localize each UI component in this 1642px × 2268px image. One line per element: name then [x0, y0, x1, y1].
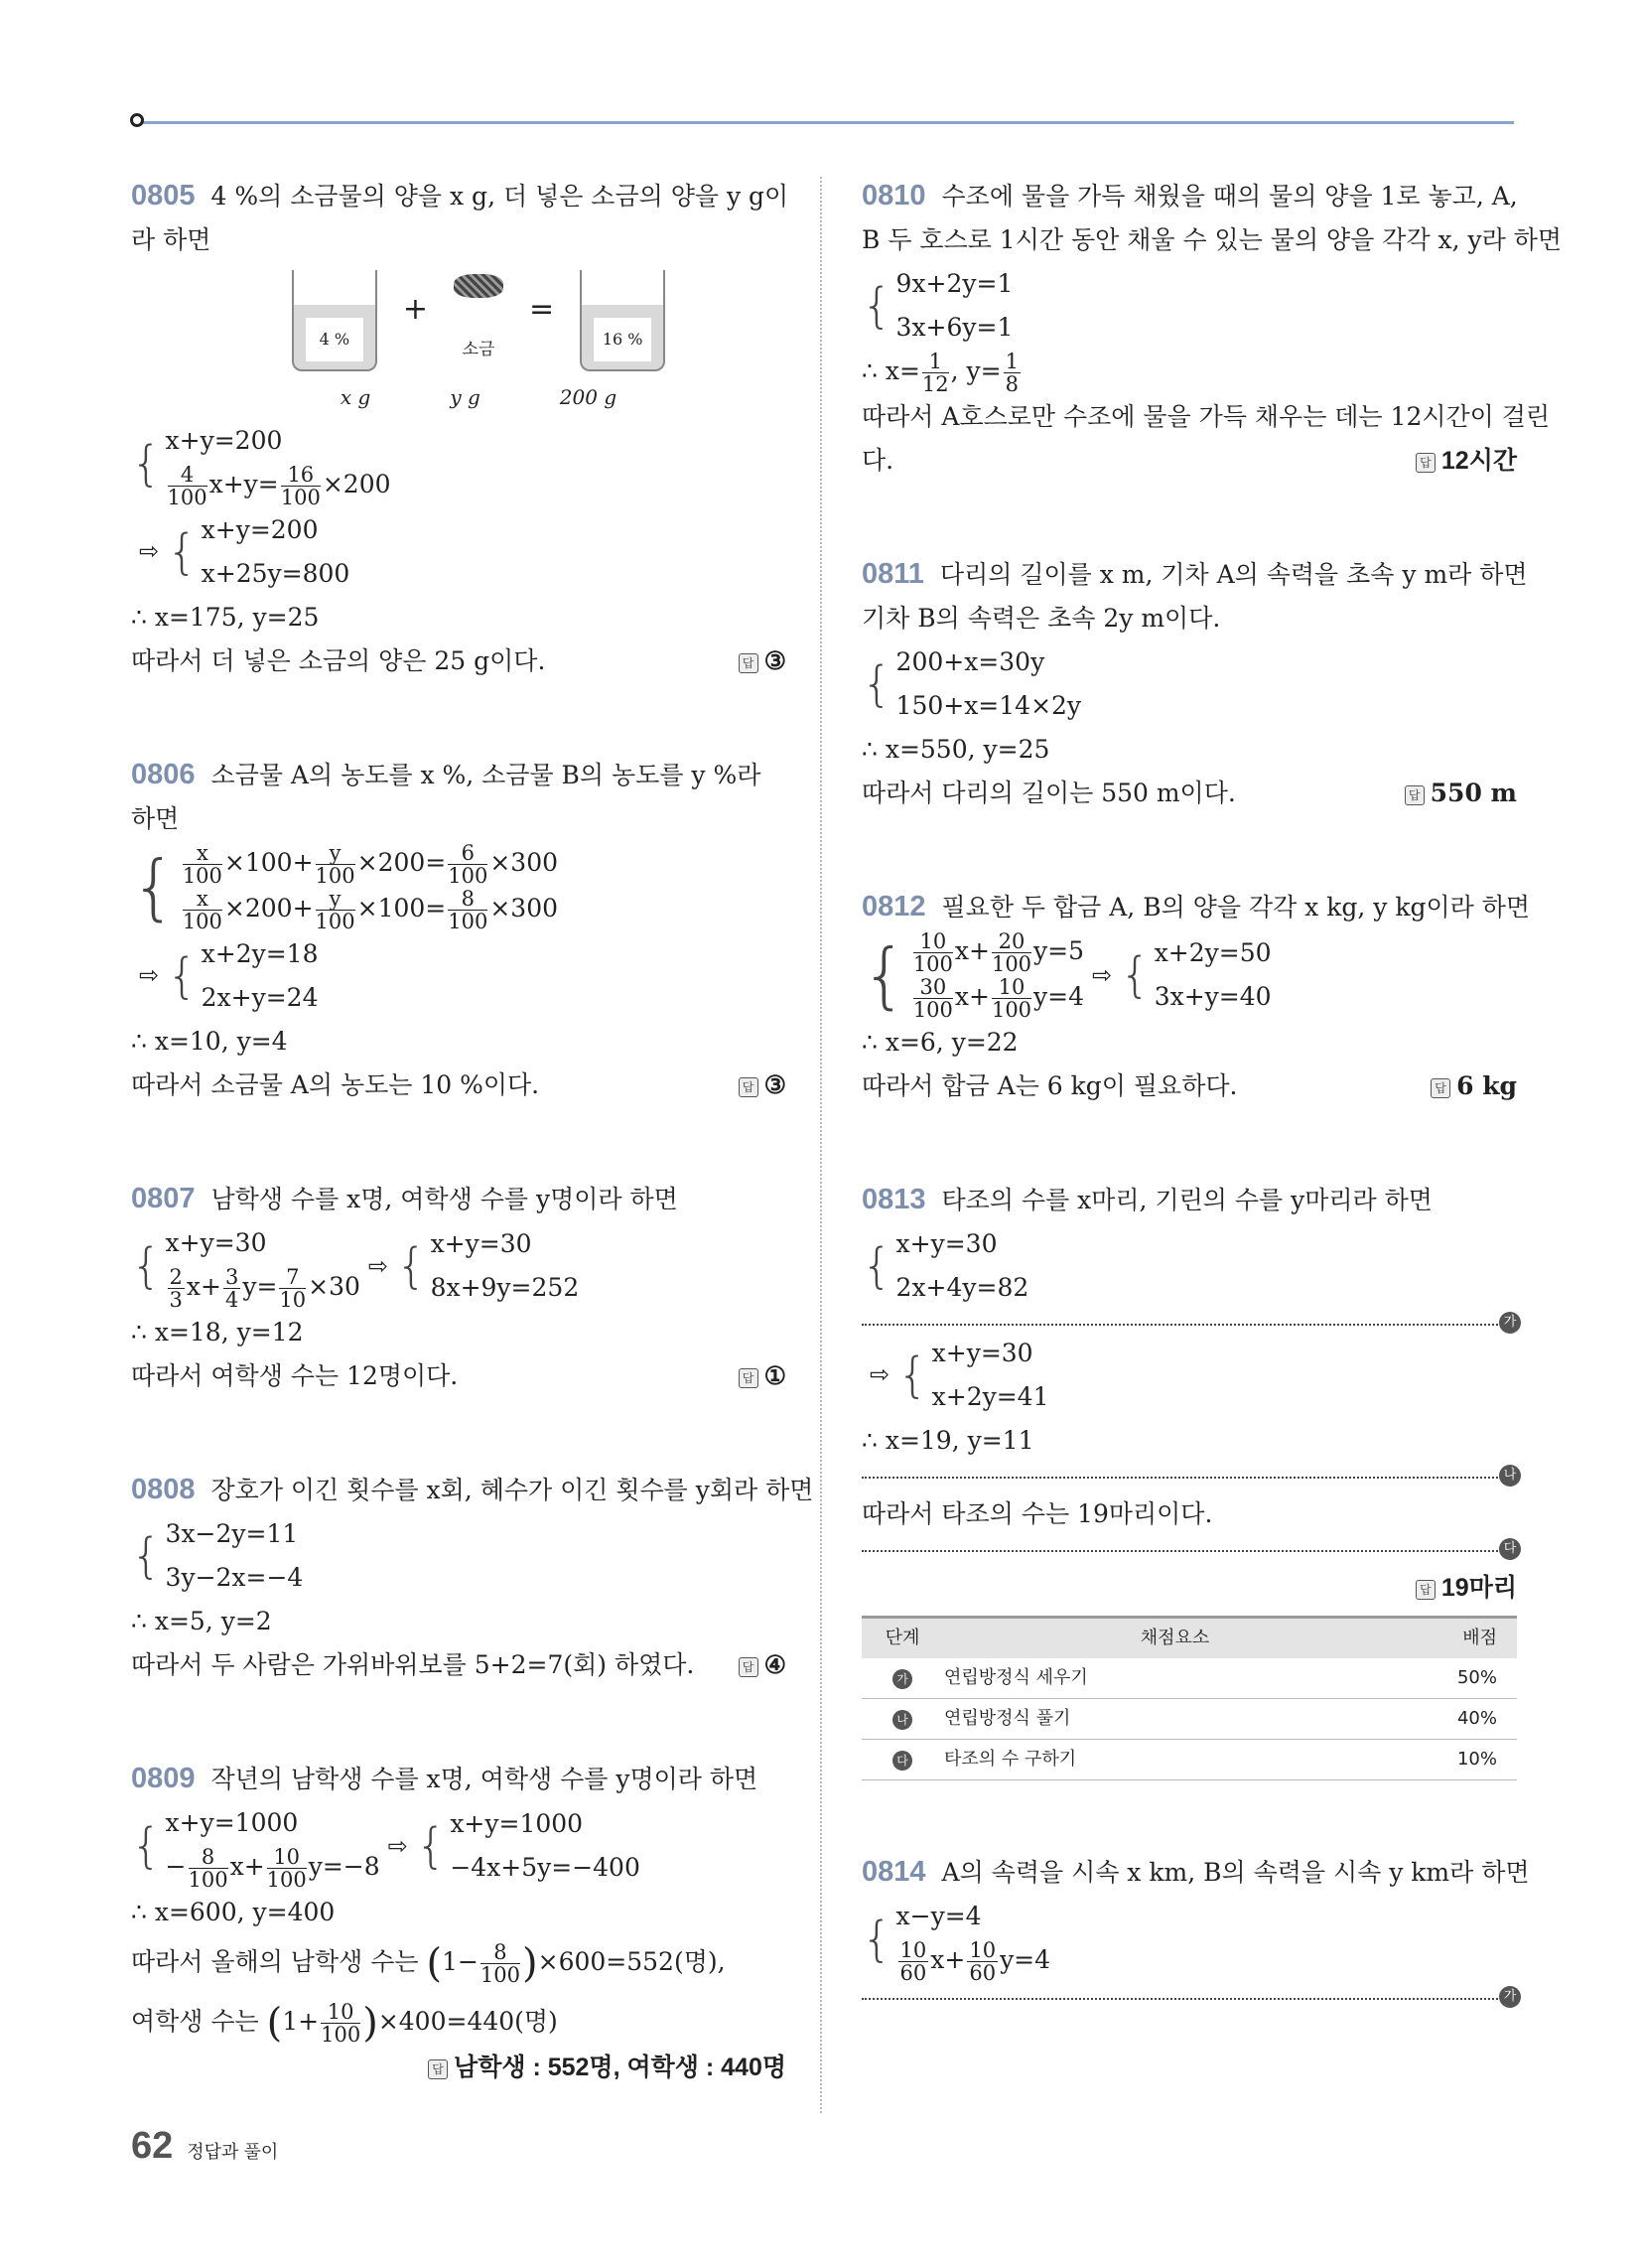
equation-system: { 200+x=30y 150+x=14×2y: [862, 647, 1082, 720]
problem-0811: 0811 다리의 길이를 x m, 기차 A의 속력을 초속 y m라 하면 기차 B의 속력은 초속 2y m이다. { 200+x=30y 150+x=14×2y ∴ x=550, y=25 따라서 다리의 길이는 550 m이다. 답 550 m: [862, 552, 1517, 815]
problem-number: 0810: [862, 180, 926, 212]
scoring-table: 단계 채점요소 배점 가 연립방정식 세우기 50% 나 연립방정식 풀기 40% 다 타조의 수 구하기 10%: [862, 1616, 1517, 1780]
solution: ∴ x=175, y=25: [131, 603, 320, 632]
beaker-figure: [171, 270, 786, 371]
problem-number: 0813: [862, 1184, 926, 1215]
header-rule: [139, 121, 1514, 124]
answer-icon: 답: [739, 1077, 758, 1097]
equation-system: { x+y=30 2x+4y=82: [862, 1229, 1029, 1302]
answer: 답 12시간: [862, 439, 1517, 483]
problem-number: 0812: [862, 891, 926, 922]
step-divider: [862, 1989, 1517, 2004]
equation-system: { x+y=1000 −4x+5y=−400: [415, 1809, 640, 1882]
step-marker-icon: 나: [892, 1710, 912, 1730]
problem-0813: 0813 타조의 수를 x마리, 기린의 수를 y마리라 하면 { x+y=30 2x+4y=82 가 ⇨ { x+y=30 x+2y=41 ∴ x=19, y=11 나 따라서 타조의 수는 19마리이다. 다 답 19마리 단계 채점요소 배점 가 연립방정식 세우기 50% 나 연립방정식 풀기 40% 다 타조의 수 구하기 10%: [862, 1178, 1517, 1780]
arrow-icon: ⇨: [1092, 961, 1113, 989]
problem-0806: 0806 소금물 A의 농도를 x %, 소금물 B의 농도를 y %라 하면 { $\frac{x}{100}$ ×100+ $\frac{y}{100}$ ×200= $\frac{6}{100}$ ×300 $\frac{x}{100}$ ×200+ $\frac{y}{100}$ ×100= $\frac{8}{100}$ ×300 ⇨ { x+2y=18 2x+y=24 ∴ x=10, y=4 따라서 소금물 A의 농도는 10 %이다. 답 ③: [131, 753, 786, 1107]
answer-icon: 답: [739, 1657, 758, 1677]
answer-icon: 답: [1405, 785, 1425, 805]
arrow-icon: ⇨: [870, 1359, 890, 1388]
left-column: [131, 174, 814, 2089]
answer: 답 ④: [131, 1643, 786, 1687]
equation-system: { x+y=30 x+2y=41: [897, 1339, 1049, 1411]
page-number: 62: [131, 2125, 174, 2167]
equation-system: { 3x−2y=11 3y−2x=−4: [131, 1519, 304, 1592]
equals-sign: =: [529, 292, 555, 327]
beaker-16pct: 16 %: [580, 270, 665, 371]
problem-0808: 0808 장호가 이긴 횟수를 x회, 혜수가 이긴 횟수를 y회라 하면 { 3x−2y=11 3y−2x=−4 ∴ x=5, y=2 따라서 두 사람은 가위바위보를 5+2=7(회) 하였다. 답 ④: [131, 1468, 786, 1687]
problem-number: 0806: [131, 759, 196, 790]
table-row: 가 연립방정식 세우기 50%: [862, 1658, 1517, 1699]
footer-label: 정답과 풀이: [187, 2142, 279, 2162]
arrow-icon: ⇨: [139, 960, 160, 989]
problem-0807: 0807 남학생 수를 x명, 여학생 수를 y명이라 하면 { x+y=30 $\frac{2}{3}$ x+ $\frac{3}{4}$ y= $\frac{7}{10}$ ×30 ⇨ { x+y=30 8x+9y=252 ∴ x=18, y=12 따라서 여학생 수는 12명이다. 답 ①: [131, 1177, 786, 1398]
answer: 답 19마리: [862, 1566, 1517, 1610]
step-marker-icon: 나: [1499, 1465, 1521, 1487]
plus-sign: +: [402, 292, 428, 327]
problem-number: 0809: [131, 1763, 196, 1794]
answer: 답 550 m: [862, 772, 1517, 815]
equation-system: { $\frac{x}{100}$ ×100+ $\frac{y}{100}$ ×200= $\frac{6}{100}$ ×300 $\frac{x}{100}$ ×200+ $\frac{y}{100}$ ×100= $\frac{8}{100}$ ×300: [131, 841, 559, 933]
answer: 답 ③: [131, 639, 786, 683]
right-column: [862, 174, 1563, 2006]
problem-0812: 0812 필요한 두 합금 A, B의 양을 각각 x kg, y kg이라 하면 { $\frac{10}{100}$ x+ $\frac{20}{100}$ y=5 $\frac{30}{100}$ x+ $\frac{10}{100}$ y=4 ⇨ { x+2y=50 3x+y=40 ∴ x=6, y=22 따라서 합금 A는 6 kg이 필요하다. 답 6 kg: [862, 885, 1517, 1108]
table-row: 나 연립방정식 풀기 40%: [862, 1699, 1517, 1740]
step-marker-icon: 가: [1499, 1986, 1521, 2008]
step-marker-icon: 가: [1499, 1312, 1521, 1334]
step-divider: [862, 1315, 1517, 1330]
answer: 답 ①: [131, 1354, 786, 1398]
equation-system: { x+2y=18 2x+y=24: [167, 939, 319, 1012]
problem-number: 0807: [131, 1183, 196, 1214]
answer: 답 6 kg: [862, 1064, 1517, 1108]
arrow-icon: ⇨: [367, 1252, 389, 1280]
equation-system: { x+y=30 8x+9y=252: [396, 1229, 580, 1302]
answer-icon: 답: [739, 1368, 758, 1388]
arrow-icon: ⇨: [387, 1832, 408, 1860]
step-divider: [862, 1468, 1517, 1483]
equation-system: { x−y=4 $\frac{10}{60}$ x+ $\frac{10}{60}$ y=4: [862, 1902, 1051, 1985]
table-row: 다 타조의 수 구하기 10%: [862, 1740, 1517, 1780]
problem-intro-cont: 라 하면: [131, 225, 211, 254]
problem-0810: 0810 수조에 물을 가득 채웠을 때의 물의 양을 1로 놓고, A, B 두 호스로 1시간 동안 채울 수 있는 물의 양을 각각 x, y라 하면 { 9x+2y=1 3x+6y=1 ∴ x= $\frac{1}{12}$ , y= $\frac{1}{8}$ 따라서 A호스로만 수조에 물을 가득 채우는 데는 12시간이 걸린 다. 답 12시간: [862, 174, 1517, 483]
conclusion: 따라서 더 넣은 소금의 양은 25 g이다.: [131, 646, 546, 675]
beaker-4pct: 4 %: [292, 270, 377, 371]
equation-system: { x+y=200 x+25y=800: [167, 515, 350, 588]
problem-0814: 0814 A의 속력을 시속 x km, B의 속력을 시속 y km라 하면 { x−y=4 $\frac{10}{60}$ x+ $\frac{10}{60}$ y=4 가: [862, 1850, 1517, 2000]
problem-0809: 0809 작년의 남학생 수를 x명, 여학생 수를 y명이라 하면 { x+y=1000 − $\frac{8}{100}$ x+ $\frac{10}{100}$ y=−8 ⇨ { x+y=1000 −4x+5y=−400 ∴ x=600, y=400 따라서 올해의 남학생 수는 (1− $\frac{8}{100}$ )×600=552(명), 여학생 수는 (1+ $\frac{10}{100}$ )×400=440(명) 답 남학생 : 552명, 여학생 : 440명: [131, 1757, 786, 2089]
answer-icon: 답: [1416, 1580, 1436, 1600]
beaker-labels: x g y g 200 g: [340, 385, 617, 409]
step-marker-icon: 다: [892, 1751, 912, 1771]
step-marker-icon: 가: [892, 1669, 912, 1689]
problem-number: 0808: [131, 1474, 196, 1505]
page-footer: [131, 2125, 278, 2168]
problem-intro: 4 %의 소금물의 양을 x g, 더 넣은 소금의 양을 y g이: [210, 182, 789, 211]
equation-system: { $\frac{10}{100}$ x+ $\frac{20}{100}$ y=5 $\frac{30}{100}$ x+ $\frac{10}{100}$ y=4: [862, 929, 1085, 1022]
column-divider: [820, 177, 822, 2113]
problem-number: 0805: [131, 180, 196, 212]
equation-system: { x+y=200 $\frac{4}{100}$ x+y= $\frac{16}{100}$ ×200: [131, 426, 391, 509]
problem-number: 0814: [862, 1856, 926, 1888]
problem-0805: [131, 174, 789, 683]
salt-icon: [454, 274, 503, 298]
answer: 답 ③: [131, 1063, 786, 1107]
answer-icon: 답: [1431, 1078, 1450, 1098]
problem-number: 0811: [862, 558, 924, 590]
step-marker-icon: 다: [1499, 1538, 1521, 1560]
answer-icon: 답: [428, 2059, 448, 2079]
equation-system: { x+y=1000 − $\frac{8}{100}$ x+ $\frac{10}{100}$ y=−8: [131, 1808, 380, 1892]
equation-system: { x+2y=50 3x+y=40: [1120, 938, 1272, 1011]
salt-pile: 소금: [454, 274, 503, 371]
arrow-icon: ⇨: [139, 536, 160, 565]
equation-system: { 9x+2y=1 3x+6y=1: [862, 269, 1014, 342]
step-divider: [862, 1541, 1517, 1556]
answer-icon: 답: [739, 653, 758, 673]
header-dot: [130, 113, 144, 127]
equation-system: { x+y=30 $\frac{2}{3}$ x+ $\frac{3}{4}$ y= $\frac{7}{10}$ ×30: [131, 1228, 360, 1312]
answer: 답 남학생 : 552명, 여학생 : 440명: [131, 2046, 786, 2089]
answer-icon: 답: [1416, 453, 1436, 473]
